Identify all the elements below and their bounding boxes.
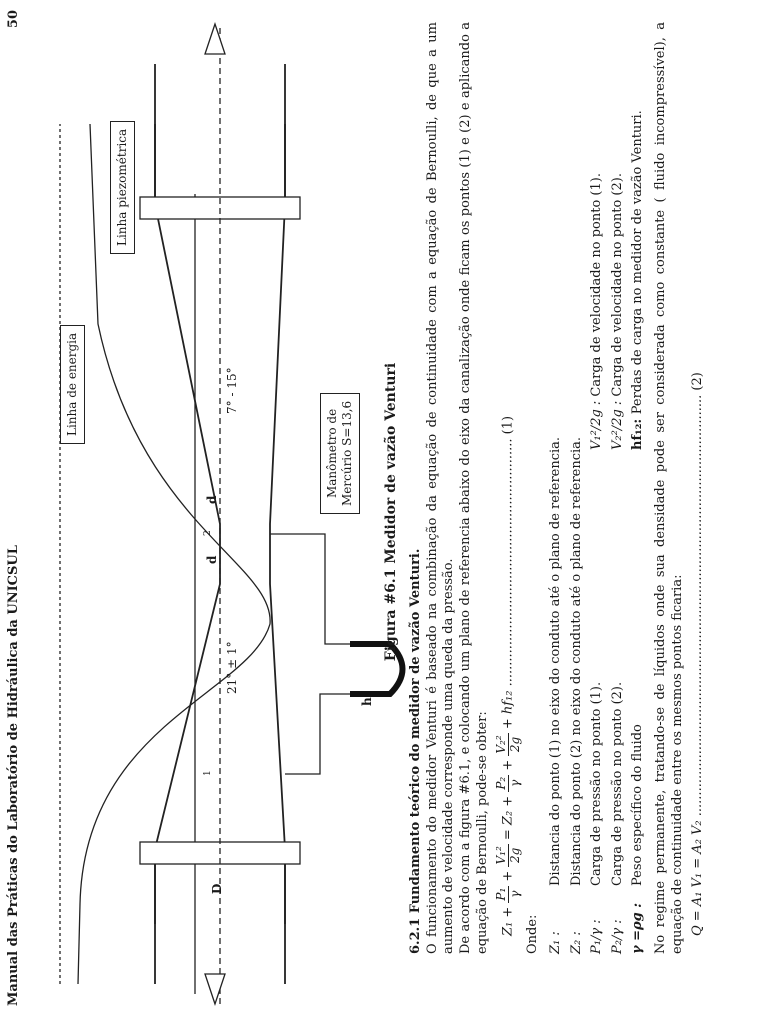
def-p1: Carga de pressão no ponto (1). [589,681,605,886]
flow-arrow-in [205,974,225,1004]
eq2-number: (2) [690,372,706,391]
def-z1: Distancia do ponto (1) no eixo do conduto até o plano de referencia. [547,436,563,886]
header-title: Manual das Práticas do Laboratório de Hidráulica da UNICSUL [6,545,21,1006]
dim-D: D [210,883,224,894]
point-2: 2 [203,530,213,536]
dim-d-right: d [205,495,219,504]
section-heading: 6.2.1 Fundamento teórico do medidor de vazão Venturi. [408,548,423,954]
paragraph-1: O funcionamento do medidor Venturi é baseado na combinação da equação de continuidade com a equação de Bernoulli, de que a um aumento de velocidade corresponde uma queda da pressão. [424,22,457,954]
piezo-line-label: Linha piezométrica [110,121,135,254]
continuity-equation: Q = A₁ V₁ = A₂ V₂ ...................................................................................................... (2) [690,372,706,936]
def-p2: Carga de pressão no ponto (2). [609,681,625,886]
theory-section [408,22,711,954]
energy-line-label: Linha de energia [60,325,85,444]
angle-converge: 21° ± 1° [225,641,239,694]
venturi-body [155,124,220,924]
definitions-list: Z₁ : Distancia do ponto (1) no eixo do conduto até o plano de referencia. Z₂ : Distancia do ponto (2) no eixo do conduto até o plano de referencia. P₁/γ : Carga de pressão no ponto (1). V₁²/2g : Carga de velocidade no ponto (1). P₂/γ : Carga de pressão no ponto (2). V₂²/2g : Carga de velocidade no ponto (2). γ =ρg : Peso específico do fluido hf₁₂: Perdas de carga no medidor de vazão Venturi. [548,22,647,954]
def-gamma: Peso específico do fluido [630,724,646,886]
eq2-text: Q = A₁ V₁ = A₂ V₂ [690,820,706,936]
onde-label: Onde: [525,914,541,954]
paragraph-3: No regime permanente, tratando-se de líquidos onde sua densidade pode ser considerada como constante ( fluido incompressível), a equação de continuidade entre os mesmos pontos ficaria: [653,22,685,954]
manometer-label [320,393,360,514]
eq1-number: (1) [500,415,516,435]
manometer-line1: Manômetro de [325,408,339,499]
page-number: 50 [6,10,21,29]
figure-caption: Figura #6.1 Medidor de vazão Venturi [383,362,399,662]
manometer-line2: Mercúrio S=13,6 [340,400,354,506]
dim-d-left: d [205,555,219,564]
angle-diverge: 7° - 15° [225,367,239,414]
bernoulli-equation: Z₁ + P₁ γ + V₁² 2g = Z₂ + P₂ γ + V₂² 2g + hf₁₂ ............................................................ (1) [494,415,522,936]
def-v2: Carga de velocidade no ponto (2). [609,173,625,397]
def-v1: Carga de velocidade no ponto (1). [589,173,605,397]
def-hf: Perdas de carga no medidor de vazão Venturi. [630,110,646,415]
point-1: 1 [203,770,213,776]
venturi-figure [20,0,420,1024]
flow-arrow-out [205,24,225,54]
def-z2: Distancia do ponto (2) no eixo do conduto até o plano de referencia. [568,436,584,886]
dim-h: h [360,697,374,706]
paragraph-2: De acordo com a figura #6.1, e colocando um plano de referencia abaixo do eixo da canalização onde ficam os pontos (1) e (2) e aplicando a equação de Bernoulli, pode-se obter: [457,22,490,954]
